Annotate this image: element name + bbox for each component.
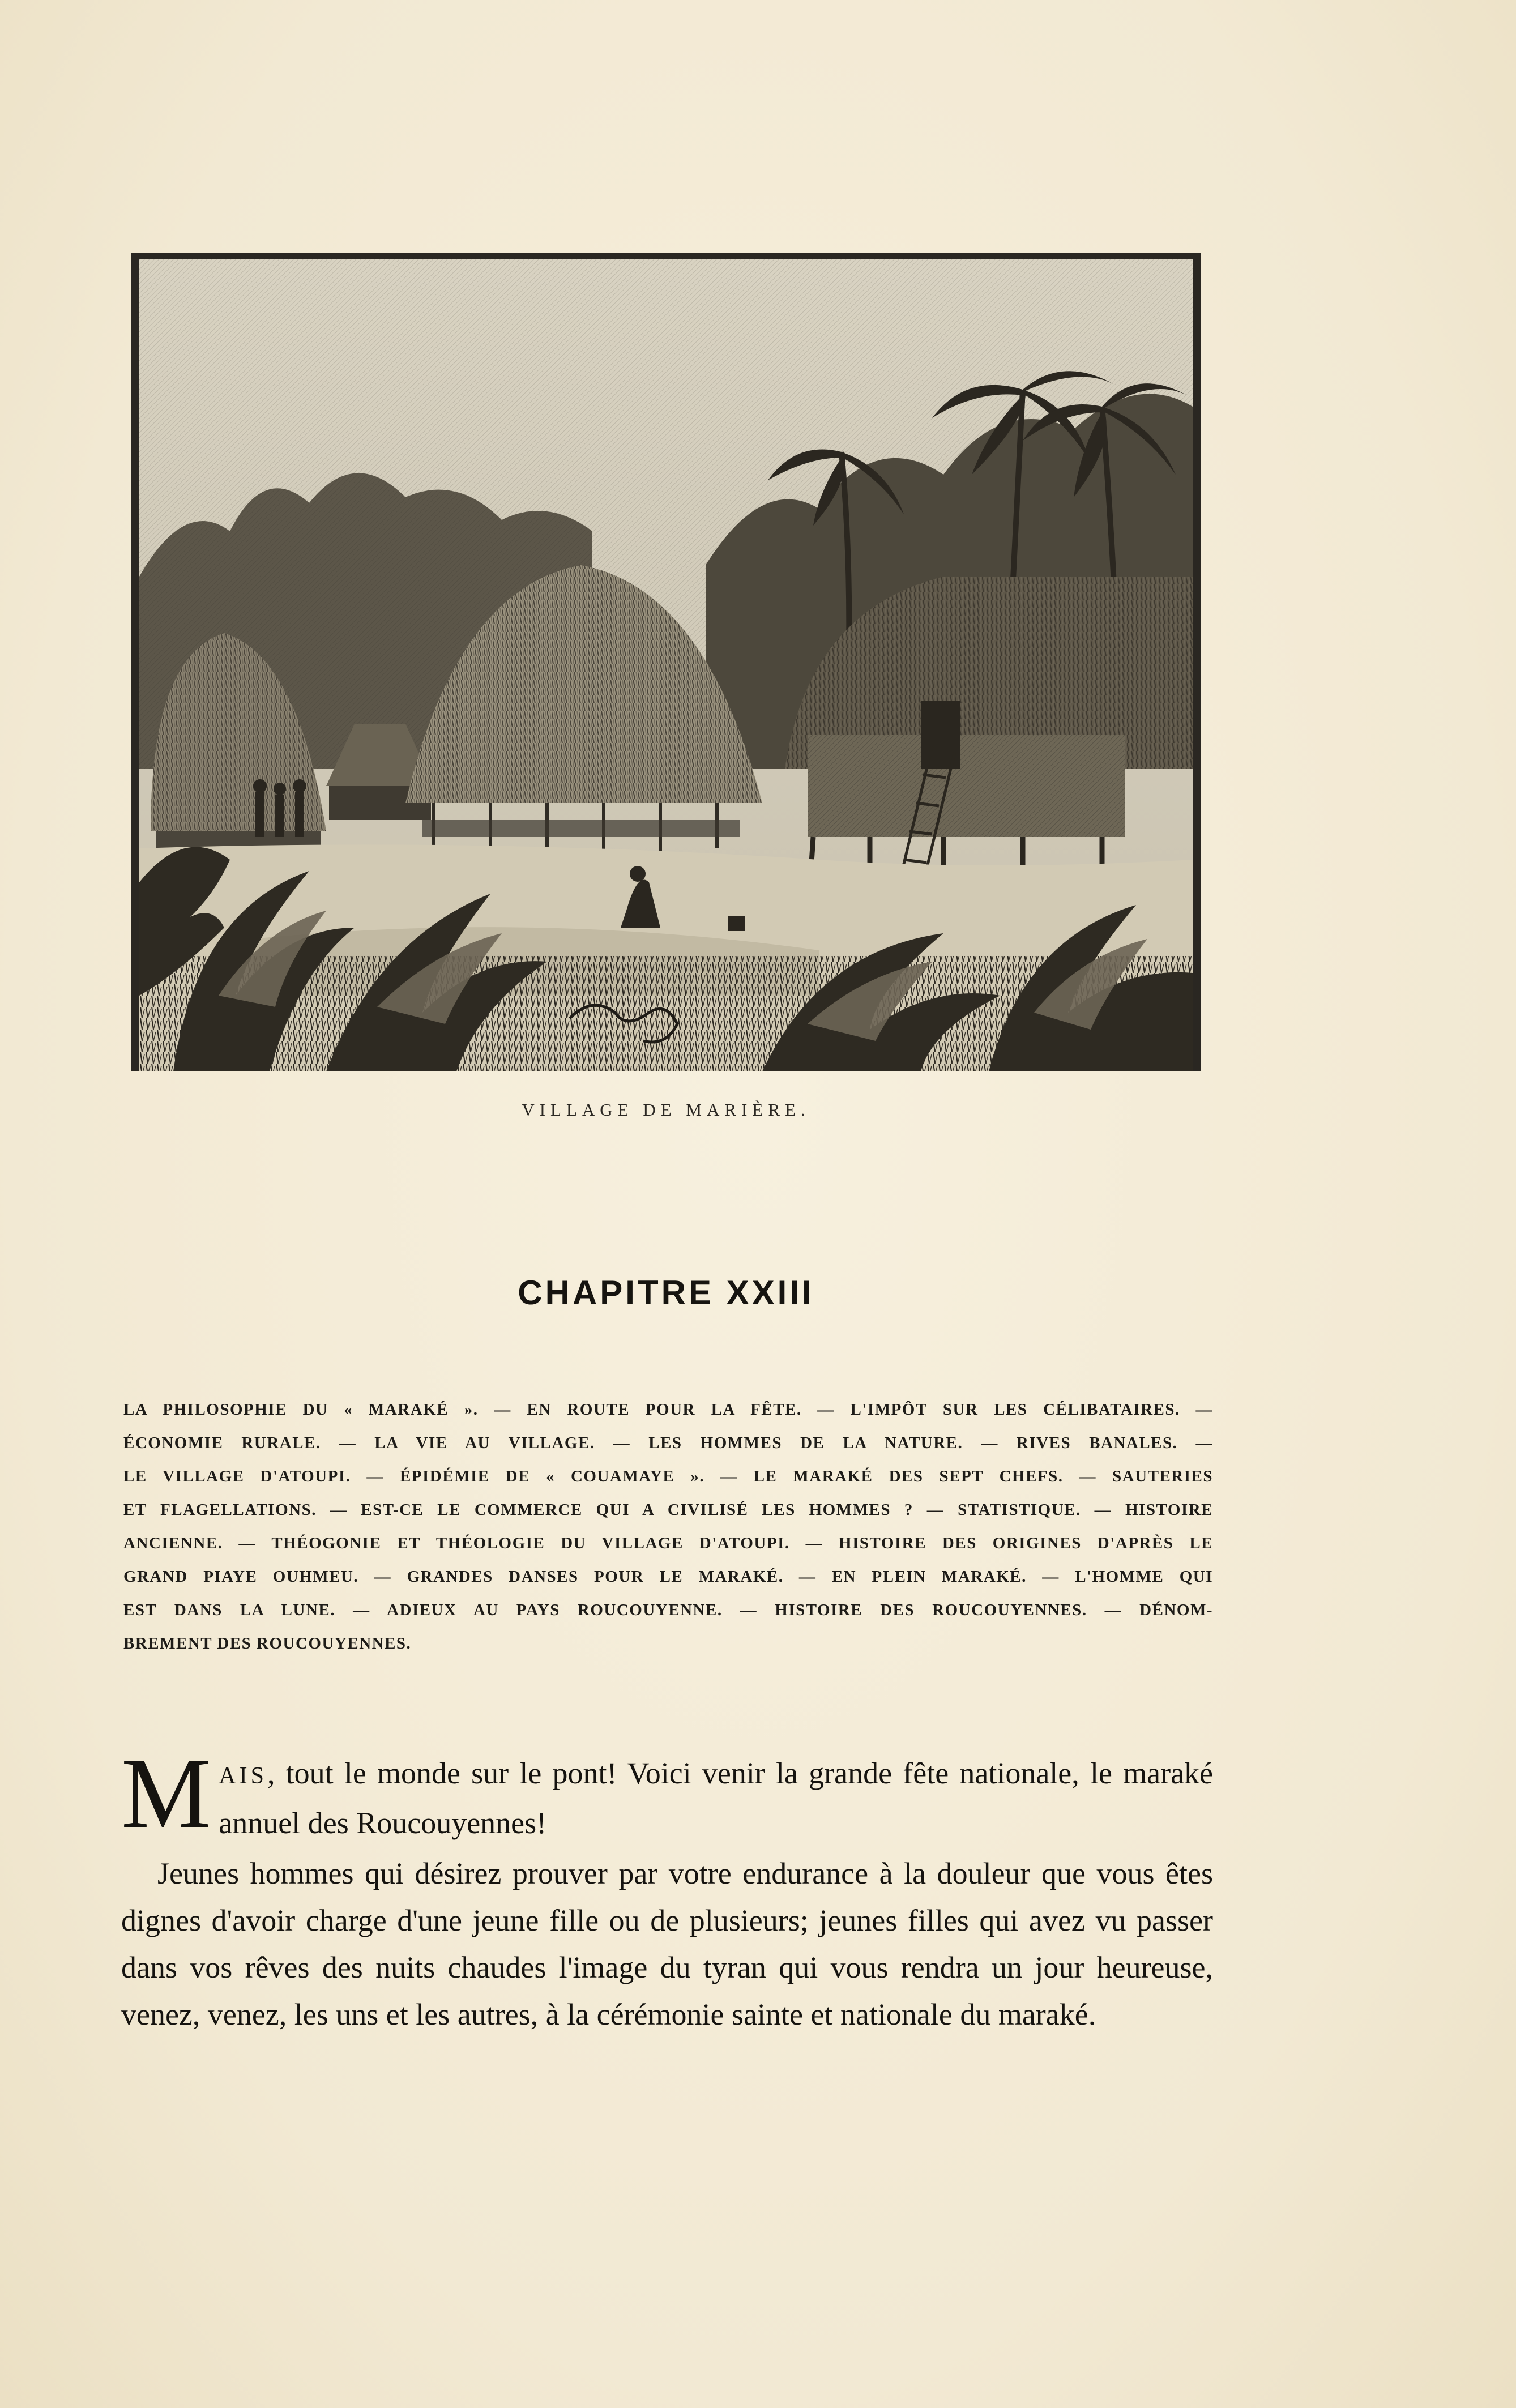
paragraph-text: , tout le monde sur le pont! Voici venir la grande fête nationale, le maraké annuel des Roucouyennes! — [219, 1756, 1213, 1840]
paragraph: Jeunes hommes qui désirez prouver par votre endurance à la douleur que vous êtes dignes d'avoir charge d'une jeune fille ou de plusieurs; jeunes filles qui avez vu passer dans vos rêves des nuits chaudes l'image du tyran qui vous rendra un jour heureuse, venez, venez, les uns et les autres, à la cérémonie sainte et nationale du maraké. — [121, 1856, 1213, 2031]
illustration-caption: VILLAGE DE MARIÈRE. — [522, 1100, 810, 1120]
summary-line: ÉCONOMIE RURALE. — LA VIE AU VILLAGE. — LES HOMMES DE LA NATURE. — RIVES BANALES. — — [123, 1434, 1213, 1452]
summary-line: LA PHILOSOPHIE DU « MARAKÉ ». — EN ROUTE POUR LA FÊTE. — L'IMPÔT SUR LES CÉLIBATAIRES. — — [123, 1401, 1213, 1419]
chapter-summary — [123, 1393, 1213, 1660]
paragraph — [121, 1737, 1213, 1849]
chapter-title: CHAPITRE XXIII — [518, 1274, 814, 1312]
body-text — [121, 1737, 1213, 2038]
drop-cap: M — [121, 1737, 211, 1849]
summary-line: BREMENT DES ROUCOUYENNES. — [123, 1634, 412, 1653]
summary-line: ANCIENNE. — THÉOGONIE ET THÉOLOGIE DU VILLAGE D'ATOUPI. — HISTOIRE DES ORIGINES D'APRÈS LE — [123, 1534, 1213, 1552]
engraving-village-illustration — [131, 253, 1201, 1071]
summary-line: EST DANS LA LUNE. — ADIEUX AU PAYS ROUCOUYENNE. — HISTOIRE DES ROUCOUYENNES. — DÉNOM- — [123, 1601, 1213, 1619]
first-word-smallcaps: AIS — [219, 1763, 267, 1789]
engraving-scene — [139, 259, 1193, 1071]
summary-line: ET FLAGELLATIONS. — EST-CE LE COMMERCE QUI A CIVILISÉ LES HOMMES ? — STATISTIQUE. — HISTOIRE — [123, 1501, 1213, 1519]
summary-line: GRAND PIAYE OUHMEU. — GRANDES DANSES POUR LE MARAKÉ. — EN PLEIN MARAKÉ. — L'HOMME QUI — [123, 1568, 1213, 1586]
summary-line: LE VILLAGE D'ATOUPI. — ÉPIDÉMIE DE « COUAMAYE ». — LE MARAKÉ DES SEPT CHEFS. — SAUTERIES — [123, 1467, 1213, 1485]
